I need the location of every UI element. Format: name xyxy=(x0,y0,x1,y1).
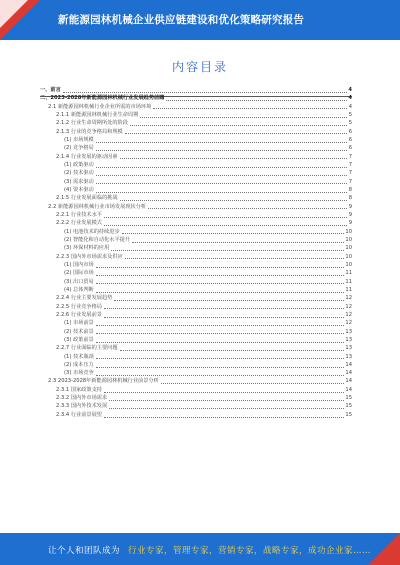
toc-entry-page: 13 xyxy=(345,345,352,352)
toc-entry[interactable] xyxy=(40,219,352,227)
toc-entry-label: (2) 技术驱动 xyxy=(64,170,94,177)
toc-entry-page: 14 xyxy=(345,370,352,377)
toc-entry[interactable] xyxy=(40,253,352,261)
toc-leader-dots xyxy=(140,112,347,118)
toc-leader-dots xyxy=(104,387,344,393)
toc-entry-page: 14 xyxy=(345,386,352,393)
toc-entry-page: 14 xyxy=(345,378,352,385)
toc-entry-page: 12 xyxy=(345,303,352,310)
header-white-accent xyxy=(0,0,28,28)
toc-leader-dots xyxy=(104,303,344,309)
toc-entry-page: 11 xyxy=(345,270,352,277)
toc-entry[interactable] xyxy=(40,344,352,352)
toc-leader-dots xyxy=(125,253,345,259)
toc-entry-page: 13 xyxy=(345,336,352,343)
toc-leader-dots xyxy=(96,187,347,193)
toc-entry-page: 9 xyxy=(348,211,352,218)
toc-entry-label: (1) 市场前景 xyxy=(64,320,94,327)
report-header-bar xyxy=(0,0,400,40)
toc-entry-label: (2) 国际市场 xyxy=(64,270,94,277)
toc-entry-page: 11 xyxy=(345,278,352,285)
toc-entry-page: 7 xyxy=(348,178,352,185)
toc-entry-label: (1) 政策驱动 xyxy=(64,161,94,168)
toc-entry-label: (3) 政策前景 xyxy=(64,336,94,343)
toc-entry-page: 10 xyxy=(345,261,352,268)
toc-leader-dots xyxy=(96,353,345,359)
toc-entry-label: 2.2.6 行业发展前景 xyxy=(56,311,102,318)
toc-entry-page: 6 xyxy=(348,136,352,143)
toc-entry-label: 2.2.7 行业面临的主要问题 xyxy=(56,345,118,352)
toc-leader-dots xyxy=(96,278,345,284)
toc-entry-label: 2.2.2 行业发展模式 xyxy=(56,220,102,227)
footer-slogan-left: 让个人和团队成为 xyxy=(48,546,121,556)
toc-entry[interactable] xyxy=(40,144,352,152)
toc-entry-label: (3) 市场竞争 xyxy=(64,370,94,377)
toc-entry-page: 5 xyxy=(348,120,352,127)
toc-entry-label: 2.1.3 行业的竞争格局和规模 xyxy=(56,128,123,135)
toc-leader-dots xyxy=(153,103,347,109)
toc-entry-label: (4) 资本驱动 xyxy=(64,186,94,193)
toc-entry-page: 8 xyxy=(348,186,352,193)
toc-entry-page: 7 xyxy=(348,153,352,160)
toc-leader-dots xyxy=(120,345,345,351)
toc-entry-label: (1) 国内市场 xyxy=(64,261,94,268)
toc-entry[interactable] xyxy=(40,236,352,244)
toc-leader-dots xyxy=(120,195,347,201)
toc-entry[interactable] xyxy=(40,178,352,186)
toc-entry[interactable] xyxy=(40,136,352,144)
toc-entry[interactable] xyxy=(40,402,352,410)
toc-leader-dots xyxy=(96,320,345,326)
toc-entry[interactable] xyxy=(40,86,352,94)
toc-entry-page: 10 xyxy=(345,228,352,235)
toc-entry-label: 2.3.2 国内外市场需求 xyxy=(56,395,108,402)
toc-entry-label: (2) 智能化和自动化水平提升 xyxy=(64,236,131,243)
toc-entry-label: 2.3.4 行业前景展望 xyxy=(56,411,102,418)
toc-entry-label: (1) 市场规模 xyxy=(64,136,94,143)
toc-entry-label: 一、前言 xyxy=(40,87,61,93)
toc-entry[interactable] xyxy=(40,328,352,336)
toc-entry[interactable] xyxy=(40,261,352,269)
toc-entry[interactable] xyxy=(40,386,352,394)
toc-entry[interactable] xyxy=(40,228,352,236)
toc-entry-label: 2.3 2023-2028年新能源园林机械行业前景分析 xyxy=(48,378,159,385)
toc-leader-dots xyxy=(96,328,345,334)
toc-entry[interactable] xyxy=(40,269,352,277)
toc-leader-dots xyxy=(125,128,347,134)
toc-entry-page: 4 xyxy=(348,87,352,93)
toc-leader-dots xyxy=(96,337,345,343)
toc-leader-dots xyxy=(104,412,344,418)
footer-bar xyxy=(0,533,400,565)
toc-entry[interactable] xyxy=(40,103,352,111)
toc-entry-page: 7 xyxy=(348,161,352,168)
toc-entry-page: 14 xyxy=(345,361,352,368)
toc-leader-dots xyxy=(96,145,347,151)
toc-entry-page: 12 xyxy=(345,295,352,302)
toc-entry-page: 13 xyxy=(345,353,352,360)
toc-leader-dots xyxy=(96,178,347,184)
toc-entry-page: 12 xyxy=(345,320,352,327)
toc-entry-page: 11 xyxy=(345,286,352,293)
toc-entry[interactable] xyxy=(40,128,352,136)
toc-leader-dots xyxy=(96,170,347,176)
toc-entry[interactable] xyxy=(40,94,352,102)
toc-entry[interactable] xyxy=(40,411,352,419)
toc-entry[interactable] xyxy=(40,211,352,219)
toc-leader-dots xyxy=(166,95,347,101)
toc-entry-label: 2.2.5 行业竞争格局 xyxy=(56,303,102,310)
toc-leader-dots xyxy=(96,162,347,168)
toc-leader-dots xyxy=(109,403,344,409)
toc-entry-label: 2.2 新能源园林机械行业市场发展现状分析 xyxy=(48,203,147,210)
toc-entry-page: 15 xyxy=(345,395,352,402)
toc-entry-page: 8 xyxy=(348,195,352,202)
toc-entry[interactable] xyxy=(40,377,352,385)
toc-entry[interactable] xyxy=(40,336,352,344)
toc-entry[interactable] xyxy=(40,169,352,177)
toc-entry-page: 9 xyxy=(348,203,352,210)
footer-slogan-right: 行业专家，管理专家，营销专家，战略专家，成功企业家…… xyxy=(128,546,372,556)
toc-entry-page: 4 xyxy=(348,95,352,102)
toc-entry-label: (4) 总体判断 xyxy=(64,286,94,293)
toc-leader-dots xyxy=(114,295,344,301)
toc-leader-dots xyxy=(122,228,345,234)
toc-entry-label: 2.3.3 国内外技术发展 xyxy=(56,403,108,410)
toc-entry-label: 2.1.5 行业发展面临的挑战 xyxy=(56,195,118,202)
table-of-contents xyxy=(40,86,352,419)
toc-entry-label: (3) 需求驱动 xyxy=(64,178,94,185)
toc-heading: 内容目录 xyxy=(171,60,228,74)
toc-leader-dots xyxy=(96,270,345,276)
toc-entry[interactable] xyxy=(40,186,352,194)
toc-entry[interactable] xyxy=(40,194,352,202)
toc-entry-label: (3) 环保材料的应用 xyxy=(64,245,110,252)
toc-entry-page: 10 xyxy=(345,236,352,243)
toc-entry[interactable] xyxy=(40,119,352,127)
toc-entry-label: 2.1.1 新能源园林机械行业生命周期 xyxy=(56,111,139,118)
toc-entry[interactable] xyxy=(40,303,352,311)
toc-leader-dots xyxy=(148,203,347,209)
toc-leader-dots xyxy=(111,245,344,251)
toc-entry[interactable] xyxy=(40,278,352,286)
toc-entry[interactable] xyxy=(40,111,352,119)
toc-entry-label: (3) 出口贸易 xyxy=(64,278,94,285)
toc-entry-page: 5 xyxy=(348,111,352,118)
toc-leader-dots xyxy=(96,137,347,143)
toc-entry-page: 4 xyxy=(348,103,352,110)
toc-leader-dots xyxy=(132,237,344,243)
toc-leader-dots xyxy=(130,120,347,126)
toc-entry-label: 二、2023-2028年新能源园林机械行业发展趋势前瞻 xyxy=(40,95,165,102)
toc-entry[interactable] xyxy=(40,394,352,402)
toc-entry-label: 2.2.3 国内外市场需求及供应 xyxy=(56,253,123,260)
toc-entry-label: 2.2.4 行业主要发展趋势 xyxy=(56,295,113,302)
toc-leader-dots xyxy=(120,153,347,159)
toc-entry[interactable] xyxy=(40,294,352,302)
toc-entry-label: 2.3.1 国家政策支持 xyxy=(56,386,102,393)
toc-entry-page: 15 xyxy=(345,403,352,410)
toc-entry-label: (1) 技术瓶颈 xyxy=(64,353,94,360)
toc-entry-page: 10 xyxy=(345,245,352,252)
toc-entry[interactable] xyxy=(40,361,352,369)
toc-entry-label: 2.1.4 行业发展的驱动因素 xyxy=(56,153,118,160)
toc-entry-label: 2.1.2 行业生命周期所处的阶段 xyxy=(56,120,128,127)
toc-entry-page: 15 xyxy=(345,411,352,418)
toc-entry[interactable] xyxy=(40,353,352,361)
toc-leader-dots xyxy=(161,378,345,384)
toc-leader-dots xyxy=(63,87,347,93)
toc-entry-label: 2.1 新能源园林机械行业企业所需的市场环境 xyxy=(48,103,152,110)
toc-leader-dots xyxy=(109,395,344,401)
toc-entry[interactable] xyxy=(40,286,352,294)
toc-entry[interactable] xyxy=(40,153,352,161)
toc-entry[interactable] xyxy=(40,319,352,327)
toc-entry-page: 9 xyxy=(348,220,352,227)
toc-entry-page: 7 xyxy=(348,170,352,177)
toc-leader-dots xyxy=(104,212,347,218)
toc-leader-dots xyxy=(96,287,345,293)
toc-leader-dots xyxy=(96,370,345,376)
toc-entry-label: (2) 成本压力 xyxy=(64,361,94,368)
toc-entry-label: (2) 技术前景 xyxy=(64,328,94,335)
toc-leader-dots xyxy=(96,262,345,268)
toc-leader-dots xyxy=(104,312,344,318)
toc-entry-label: 2.2.1 行业技术水平 xyxy=(56,211,102,218)
toc-entry[interactable] xyxy=(40,311,352,319)
toc-entry-page: 6 xyxy=(348,128,352,135)
toc-entry[interactable] xyxy=(40,369,352,377)
report-title: 新能源园林机械企业供应链建设和优化策略研究报告 xyxy=(58,14,305,26)
toc-entry-page: 13 xyxy=(345,328,352,335)
toc-entry-label: (1) 电池技术的持续进步 xyxy=(64,228,120,235)
toc-leader-dots xyxy=(104,220,347,226)
toc-entry-page: 12 xyxy=(345,311,352,318)
toc-entry-page: 6 xyxy=(348,145,352,152)
toc-leader-dots xyxy=(96,362,345,368)
toc-entry-page: 10 xyxy=(345,253,352,260)
toc-entry-label: (2) 竞争格局 xyxy=(64,145,94,152)
footer-red-accent xyxy=(368,533,400,565)
toc-entry[interactable] xyxy=(40,244,352,252)
toc-entry[interactable] xyxy=(40,203,352,211)
toc-entry[interactable] xyxy=(40,161,352,169)
